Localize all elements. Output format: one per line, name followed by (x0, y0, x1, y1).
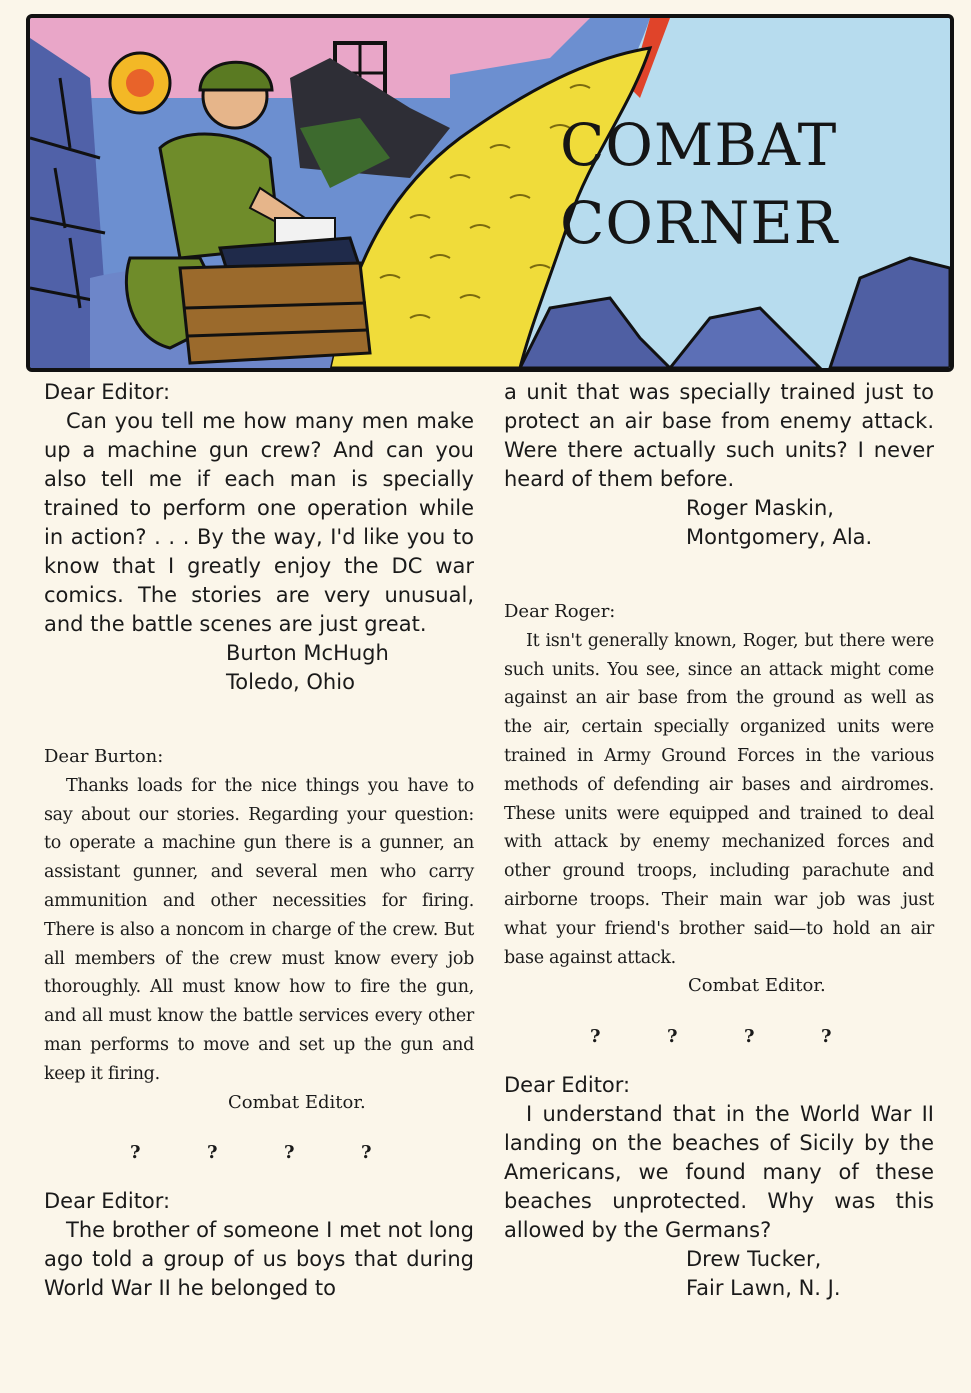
title-line-1: COMBAT (560, 111, 838, 179)
separator-mark: ? (667, 1025, 678, 1047)
explosion (110, 53, 170, 113)
signature-name: Roger Maskin, (686, 496, 834, 520)
letter-body: Can you tell me how many men make up a machine gun crew? And can you also tell me if each man is specially trained to perform one operation while in action? . . . By the way, I'd like you to know that I greatly enjoy the DC war comics. The stories are very unusual, and the battle scenes are just great. (44, 409, 474, 636)
separator-mark: ? (361, 1141, 372, 1163)
salutation: Dear Editor: (44, 380, 171, 404)
separator-mark: ? (284, 1141, 295, 1163)
separator-mark: ? (207, 1141, 218, 1163)
separator-mark: ? (821, 1025, 832, 1047)
letter-roger-part1 (44, 1187, 474, 1303)
letter-burton (44, 378, 474, 697)
separator (504, 1001, 934, 1071)
reply-body: Thanks loads for the nice things you have to say about our stories. Regarding your question: to operate a machine gun there is a gunner, an assistant gunner, and several men who carry ammunition and other necessities for firing. There is also a noncom in charge of the crew. But all members of the crew must know every job thoroughly. All must know how to fire the gun, and all must know the battle services every other man performs to move and set up the gun and keep it firing. (44, 775, 474, 1084)
signoff: Combat Editor. (688, 975, 826, 997)
right-column (504, 378, 934, 1303)
title-line-2: CORNER (560, 189, 839, 257)
separator-mark: ? (590, 1025, 601, 1047)
letter-body: The brother of someone I met not long ago told a group of us boys that during World War II he belonged to (44, 1218, 474, 1301)
spacer (504, 552, 934, 598)
signature-place: Montgomery, Ala. (686, 525, 873, 549)
signature-name: Burton McHugh (226, 641, 389, 665)
letter-body: I understand that in the World War II landing on the beaches of Sicily by the Americans, we found many of these beaches unprotected. Why was this allowed by the Germans? (504, 1102, 934, 1243)
signoff: Combat Editor. (228, 1091, 366, 1113)
header-banner (26, 14, 954, 372)
salutation: Dear Editor: (44, 1189, 171, 1214)
spacer (44, 697, 474, 743)
separator (44, 1117, 474, 1187)
letter-roger-part2 (504, 378, 934, 552)
signature-name: Drew Tucker, (686, 1247, 822, 1272)
left-column (44, 378, 474, 1303)
signature-place: Fair Lawn, N. J. (686, 1276, 841, 1301)
reply-body: It isn't generally known, Roger, but there were such units. You see, since an attack might come against an air base from the ground as well as the air, certain specially organized units were trained in Army Ground Forces in the various methods of defending air bases and airdromes. These units were equipped and trained to deal with attack by enemy mechanized forces and other ground troops, including parachute and airborne troops. Their main war job was just what your friend's brother said—to hold an air base against attack. (504, 630, 934, 968)
page-title (560, 106, 920, 262)
salutation: Dear Editor: (504, 1073, 631, 1098)
salutation: Dear Burton: (44, 746, 164, 767)
letter-body-continued: a unit that was specially trained just to protect an air base from enemy attack. Were there actually such units? I never heard of them before. (504, 380, 934, 491)
reply-burton (44, 743, 474, 1117)
separator-mark: ? (130, 1141, 141, 1163)
separator-mark: ? (744, 1025, 755, 1047)
letter-drew (504, 1071, 934, 1303)
reply-roger (504, 598, 934, 1001)
salutation: Dear Roger: (504, 601, 616, 622)
signature-place: Toledo, Ohio (226, 670, 355, 694)
